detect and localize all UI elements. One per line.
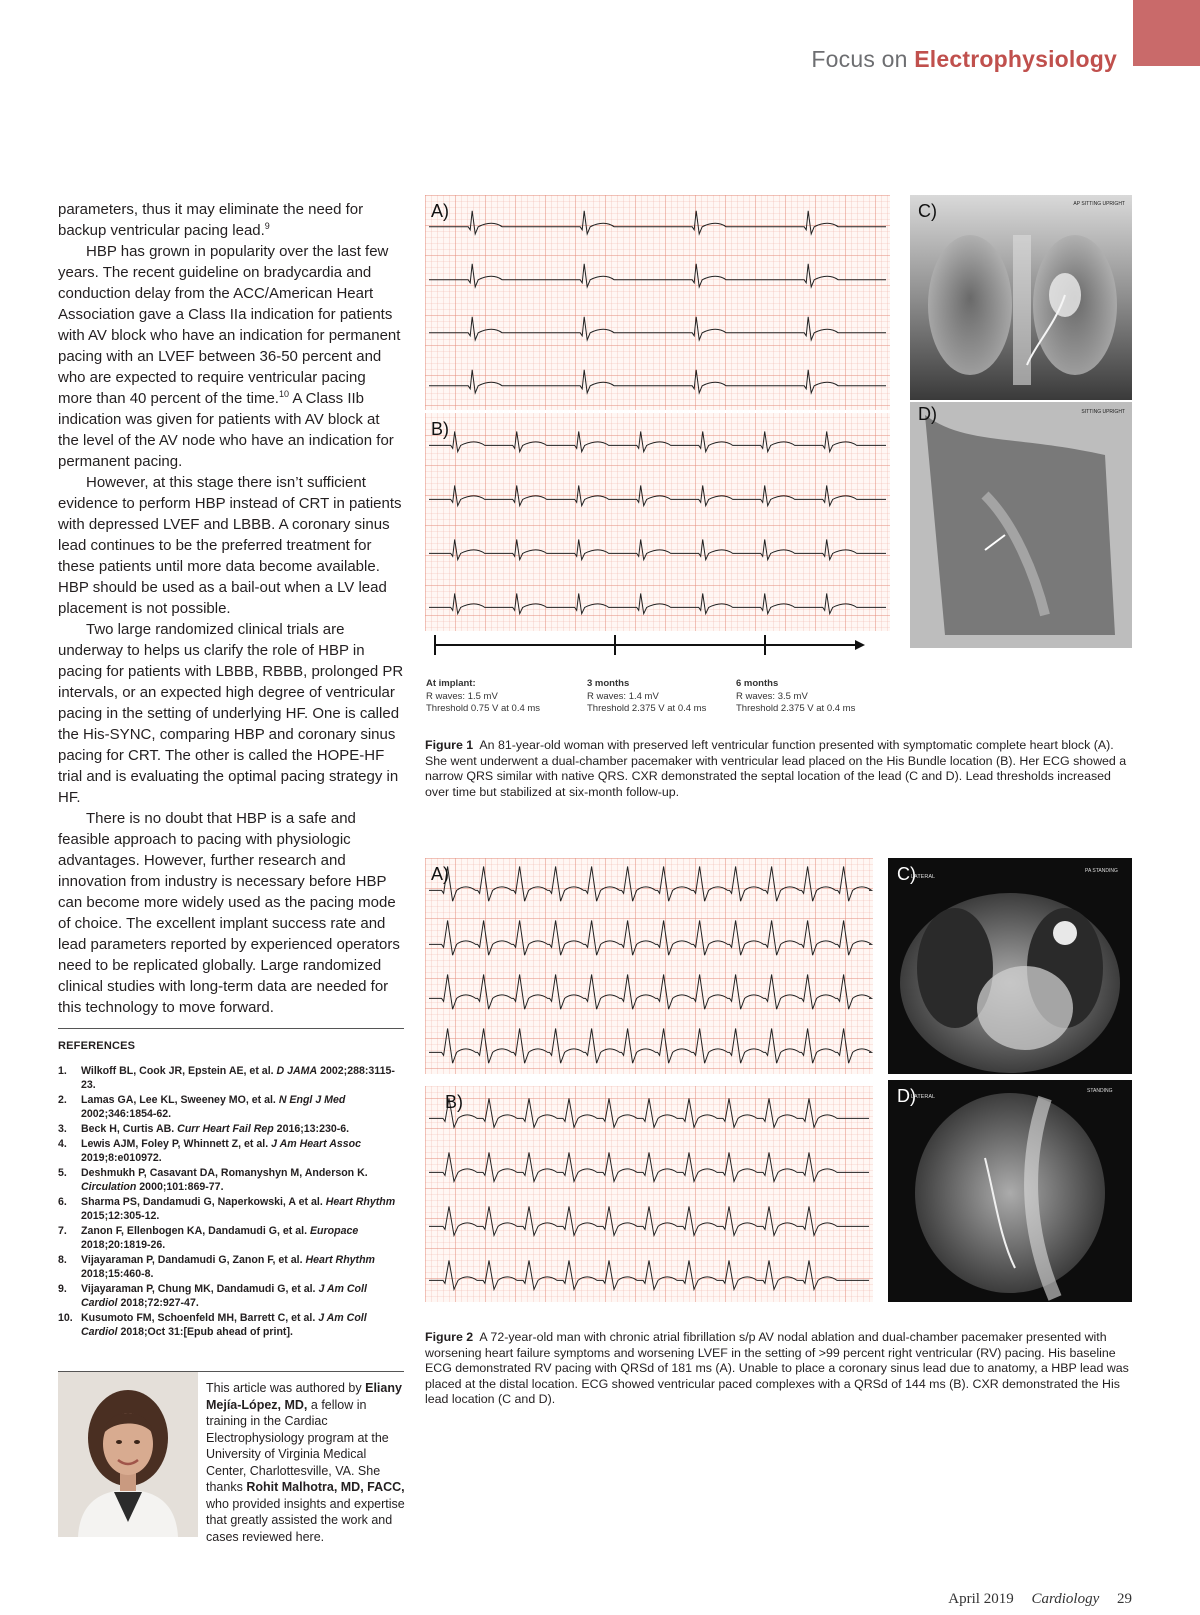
reference-item: 6. Sharma PS, Dandamudi G, Naperkowski, A et al. Heart Rhythm 2015;12:305-12. (58, 1196, 396, 1222)
footer-date: April 2019 (948, 1591, 1014, 1607)
references-heading: REFERENCES (58, 1040, 136, 1052)
thanks-name: Rohit Malhotra, MD, FACC, (246, 1480, 405, 1494)
body-paragraph: There is no doubt that HBP is a safe and feasible approach to pacing with physiologic advantages. However, further research and innovation from industry is necessary before HBP can become more widely used as the pacing mode of choice. The excellent implant success rate and lead parameters reported by experienced operators need to be replicated globally. Large randomized clinical studies with long-term data are needed for this technology to move forward. (58, 810, 400, 1016)
author-box (58, 1371, 405, 1544)
fig1-ecg-a (425, 195, 890, 410)
fig2-xray-c-right-mark: PA STANDING (1085, 868, 1118, 874)
reference-item: 7. Zanon F, Ellenbogen KA, Dandamudi G, et al. Europace 2018;20:1819-26. (58, 1225, 359, 1251)
body-paragraph: HBP has grown in popularity over the last few years. The recent guideline on bradycardia and conduction delay from the ACC/American Heart Association gave a Class IIa indication for patients with AV block who have an indication for permanent pacing with an LVEF between 36-50 percent and who are expected to require ventricular pacing more than 40 percent of the time.$^{10}$ A Class IIb indication was given for patients with AV block at the level of the AV node who have an indication for permanent pacing. (58, 243, 401, 470)
page-footer (948, 1591, 1132, 1608)
fig2-label-c: C) (897, 864, 916, 884)
running-head (811, 46, 1117, 73)
figure-2 (425, 858, 1137, 1303)
fig1-xray-d-mark: SITTING UPRIGHT (1081, 409, 1125, 415)
article-column (58, 199, 404, 1340)
fig1-label-d: D) (918, 404, 937, 424)
corner-color-tab (1133, 0, 1200, 66)
fig2-ecg-a (425, 858, 873, 1074)
references-list (58, 1064, 404, 1339)
running-head-prefix: Focus on (811, 46, 908, 72)
fig2-xray-d-left-mark: LATERAL (911, 1094, 936, 1100)
fig1-timeline-3mo: 3 months R waves: 1.4 mV Threshold 2.375 V at 0.4 ms (587, 678, 707, 714)
fig1-xray-d (910, 402, 1132, 648)
fig1-timeline-6mo: 6 months R waves: 3.5 mV Threshold 2.375 V at 0.4 ms (736, 678, 856, 714)
section-divider (58, 1028, 404, 1029)
fig1-label-c: C) (918, 201, 937, 221)
reference-item: 3. Beck H, Curtis AB. Curr Heart Fail Rep 2016;13:230-6. (58, 1123, 350, 1135)
fig2-label-a: A) (431, 864, 449, 884)
fig2-xray-c (888, 858, 1132, 1074)
body-paragraph: However, at this stage there isn’t sufficient evidence to perform HBP instead of CRT in patients with depressed LVEF and LBBB. A coronary sinus lead continues to be the preferred treatment for these patients until more data become available. HBP should be used as a bail-out when a LV lead placement is not possible. (58, 474, 402, 617)
reference-item: 4. Lewis AJM, Foley P, Whinnett Z, et al. J Am Heart Assoc 2019;8:e010972. (58, 1138, 362, 1164)
fig1-timeline (435, 635, 865, 655)
fig2-ecg-b (425, 1086, 873, 1302)
reference-item: 10. Kusumoto FM, Schoenfeld MH, Barrett C, et al. J Am Coll Cardiol 2018;Oct 31:[Epub ahead of print]. (58, 1312, 367, 1338)
article-body (58, 199, 404, 1018)
fig1-label-b: B) (431, 419, 449, 439)
author-bio: This article was authored by Eliany Mejía-López, MD, a fellow in training in the Cardiac Electrophysiology program at the University of Virginia Medical Center, Charlottesville, VA. She thanks Rohit Malhotra, MD, FACC, who provided insights and expertise that greatly assisted the work and cases reviewed here. (206, 1381, 405, 1544)
page-number: 29 (1117, 1591, 1132, 1607)
body-paragraph: parameters, thus it may eliminate the need for backup ventricular pacing lead.$^9$ (58, 201, 364, 239)
figure-1-caption: Figure 1 An 81-year-old woman with preserved left ventricular function presented with symptomatic complete heart block (A). She went underwent a dual-chamber pacemaker with ventricular lead placed on the His Bundle location (B). Her ECG showed a narrow QRS similar with native QRS. CXR demonstrated the septal location of the lead (C and D). Lead thresholds increased over time but stabilized at six-month follow-up. (425, 738, 1127, 799)
running-head-accent: Electrophysiology (914, 46, 1117, 72)
fig1-ecg-b (425, 413, 890, 631)
reference-item: 5. Deshmukh P, Casavant DA, Romanyshyn M, Anderson K. Circulation 2000;101:869-77. (58, 1167, 368, 1193)
author-portrait (58, 1372, 198, 1537)
reference-item: 1. Wilkoff BL, Cook JR, Epstein AE, et al. D JAMA 2002;288:3115-23. (58, 1065, 395, 1091)
fig2-xray-c-left-mark: LATERAL (911, 874, 936, 880)
fig2-label-b: B) (445, 1092, 463, 1112)
author-name: Eliany Mejía-López, MD, (206, 1381, 402, 1412)
footer-journal: Cardiology (1031, 1591, 1100, 1607)
reference-item: 8. Vijayaraman P, Dandamudi G, Zanon F, et al. Heart Rhythm 2018;15:460-8. (58, 1254, 375, 1280)
fig2-xray-d (888, 1080, 1132, 1302)
figure-2-caption: Figure 2 A 72-year-old man with chronic atrial fibrillation s/p AV nodal ablation and dual-chamber pacemaker presented with worsening heart failure symptoms and worsening LVEF in the setting of >99 percent right ventricular (RV) pacing. His baseline ECG demonstrated RV pacing with QRSd of 181 ms (A). Unable to place a coronary sinus lead due to anatomy, a HBP lead was placed at the distal location. ECG showed ventricular paced complexes with a QRSd of 144 ms (B). CXR demonstrated the His lead location (C and D). (425, 1330, 1129, 1406)
figure-1 (425, 195, 1137, 735)
fig2-xray-d-right-mark: STANDING (1087, 1088, 1113, 1094)
fig1-xray-c-mark: AP SITTING UPRIGHT (1073, 201, 1125, 207)
body-paragraph: Two large randomized clinical trials are underway to helps us clarify the role of HBP in pacing for patients with LBBB, RBBB, prolonged PR intervals, or an expected high degree of ventricular pacing in the setting of underlying HF. One is called the His-SYNC, comparing HBP and coronary sinus pacing for CRT. The other is called the HOPE-HF trial and is evaluating the optimal pacing strategy in HF. (58, 621, 404, 806)
fig1-label-a: A) (431, 201, 449, 221)
reference-item: 2. Lamas GA, Lee KL, Sweeney MO, et al. N Engl J Med 2002;346:1854-62. (58, 1094, 346, 1120)
fig2-label-d: D) (897, 1086, 916, 1106)
reference-item: 9. Vijayaraman P, Chung MK, Dandamudi G, et al. J Am Coll Cardiol 2018;72:927-47. (58, 1283, 367, 1309)
fig1-xray-c (910, 195, 1132, 400)
fig1-timeline-implant: At implant: R waves: 1.5 mV Threshold 0.75 V at 0.4 ms (426, 678, 541, 714)
